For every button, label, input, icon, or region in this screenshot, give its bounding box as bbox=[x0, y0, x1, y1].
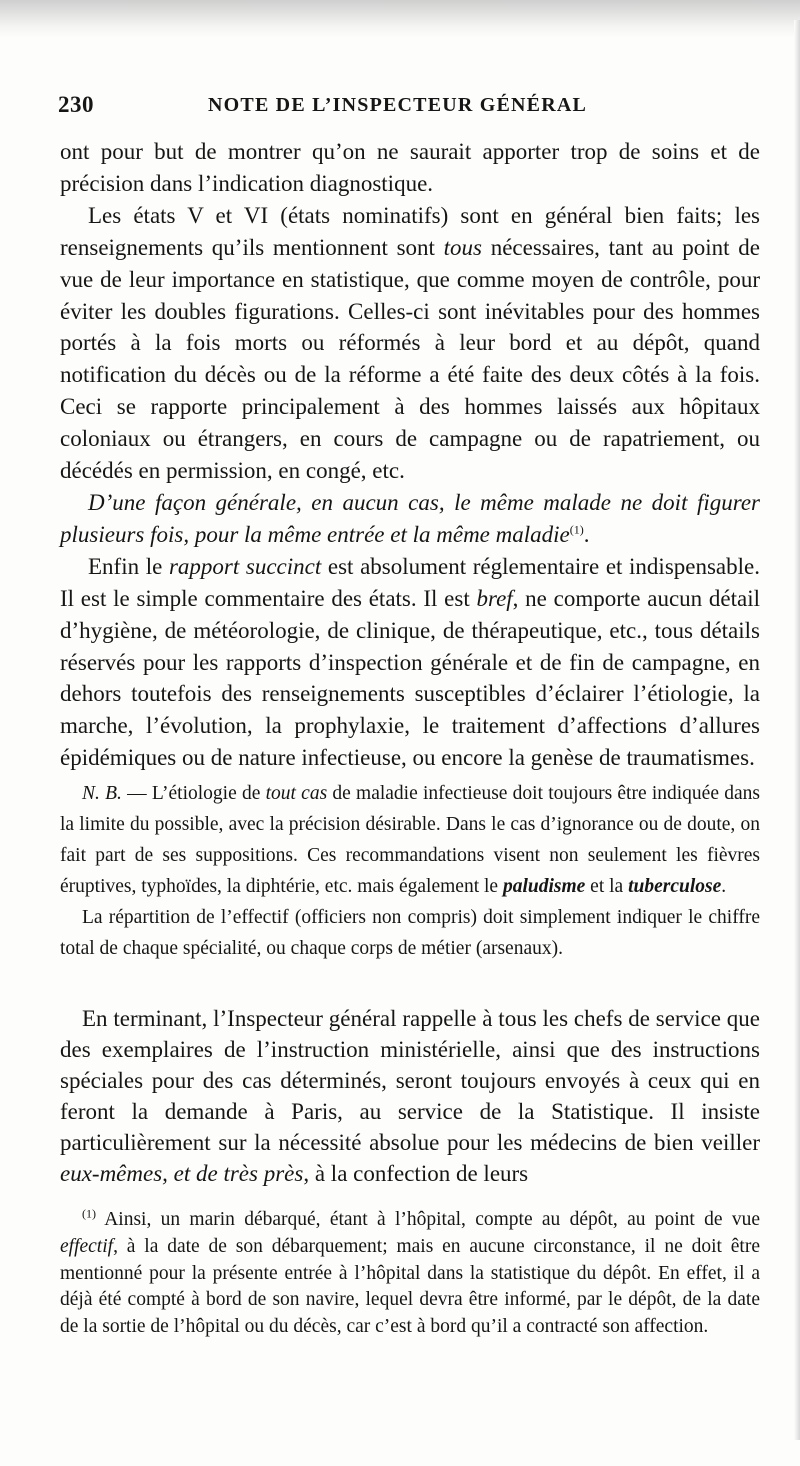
paragraph-4-emphasis-2: bref bbox=[476, 585, 513, 611]
paragraph-3-italic: D’une façon générale, en aucun cas, le même malade ne doit figurer plusieurs fois, pour la même entrée et la même maladie bbox=[60, 489, 760, 547]
main-text bbox=[60, 136, 760, 774]
paragraph-3-end: . bbox=[583, 521, 590, 547]
nota-bene-emphasis-2: paludisme bbox=[502, 876, 586, 897]
nota-bene-dash: — bbox=[121, 783, 152, 804]
closing-emphasis: eux-mêmes, et de très près bbox=[60, 1161, 304, 1186]
footnote-text bbox=[60, 1207, 760, 1341]
nota-bene-part-c: et la bbox=[585, 876, 629, 897]
nota-bene-label: N. B. bbox=[82, 783, 122, 804]
page-number: 230 bbox=[58, 92, 94, 117]
paragraph-report bbox=[60, 551, 760, 774]
footnote-part-b: , à la date de son débarquement; mais en aucune circonstance, il ne doit être mentionné pour la présente entrée à l’hôpital dans la statistique du dépôt. En effet, il a déjà été compté à bord de son navire, lequel devra être informé, par le dépôt, de la date de la sortie de l’hôpital ou du décès, car c’est à bord qu’il a contracté son affection. bbox=[60, 1235, 760, 1338]
paragraph-4-part-a: Enfin le bbox=[88, 553, 169, 579]
closing-part-a: En terminant, l’Inspecteur général rappelle à tous les chefs de service que des exemplaires de l’instruction ministérielle, ainsi que des instructions spéciales pour des cas déterminés, seront toujours envoyés à ceux qui en feront la demande à Paris, au service de la Statistique. Il insiste particulièrement sur la nécessité absolue pour les médecins de bien veiller bbox=[60, 1006, 760, 1155]
paragraph-continuation bbox=[60, 136, 760, 200]
paragraph-2-emphasis: tous bbox=[443, 234, 482, 260]
nota-bene-paragraph bbox=[60, 778, 760, 902]
footnote-part-a: Ainsi, un marin débarqué, étant à l’hôpital, compte au dépôt, au point de vue bbox=[96, 1209, 760, 1230]
paragraph-rule bbox=[60, 487, 760, 551]
closing-paragraph bbox=[60, 1003, 760, 1189]
footnote-reference: (1) bbox=[569, 522, 584, 537]
nota-bene-part-b: de maladie infectieuse doit toujours être indiquée dans la limite du possible, avec la précision désirable. Dans le cas d’ignorance ou de doute, on fait part de ses suppositions. Ces recommandations visent non seulement les fièvres éruptives, typhoïdes, la diphtérie, etc. mais également le bbox=[60, 783, 760, 897]
scan-right-edge bbox=[794, 20, 800, 1440]
nota-bene-block bbox=[60, 778, 760, 964]
closing-text bbox=[60, 1003, 760, 1189]
paragraph-4-part-c: , ne comporte aucun détail d’hygiène, de météorologie, de clinique, de thérapeutique, etc., tous détails réservés pour les rapports d’inspection générale et de fin de campagne, en dehors toutefois des renseignements susceptibles d’éclairer l’étiologie, la marche, l’évolution, la prophylaxie, le traitement d’affections d’allures épidémiques ou de nature infectieuse, ou encore la genèse de traumatismes. bbox=[60, 585, 760, 771]
nota-bene-part-a: L’étiologie de bbox=[151, 783, 266, 804]
nota-bene-emphasis-3: tuberculose bbox=[628, 876, 722, 897]
paragraph-4-part-b: est absolument réglementaire et indispensable. Il est le simple commentaire des états. Il est bbox=[60, 553, 760, 611]
nota-bene-emphasis: tout cas bbox=[265, 783, 328, 804]
footnote-marker: (1) bbox=[82, 1206, 96, 1221]
page-header bbox=[58, 92, 763, 122]
paragraph-4-emphasis: rapport succinct bbox=[168, 553, 322, 579]
footnote-emphasis: effectif bbox=[60, 1235, 114, 1257]
paragraph-2-part-b: nécessaires, tant au point de vue de leur importance en statistique, que comme moyen de contrôle, pour éviter les doubles figurations. Celles-ci sont inévitables pour des hommes portés à la fois morts ou réformés à leur bord et au dépôt, quand notification du décès ou de la réforme a été faite des deux côtés à la fois. Ceci se rapporte principalement à des hommes laissés aux hôpitaux coloniaux ou étrangers, en cours de campagne ou de rapatriement, ou décédés en permission, en congé, etc. bbox=[60, 234, 760, 484]
footnote bbox=[60, 1207, 760, 1341]
paragraph-1-text: ont pour but de montrer qu’on ne saurait apporter trop de soins et de précision dans l’indication diagnostique. bbox=[60, 139, 760, 196]
effectif-paragraph: La répartition de l’effectif (officiers non compris) doit simplement indiquer le chiffre total de chaque spécialité, ou chaque corps de métier (arsenaux). bbox=[60, 907, 760, 959]
paragraph-2-part-a: Les états V et VI (états nominatifs) sont en général bien faits; les renseignements qu’ils mentionnent sont bbox=[60, 202, 760, 260]
paragraph-states bbox=[60, 200, 760, 487]
running-head: NOTE DE L’INSPECTEUR GÉNÉRAL bbox=[208, 94, 588, 116]
scan-top-edge bbox=[0, 0, 800, 38]
closing-part-b: , à la confection de leurs bbox=[303, 1161, 529, 1186]
nota-bene-part-d: . bbox=[721, 876, 727, 897]
